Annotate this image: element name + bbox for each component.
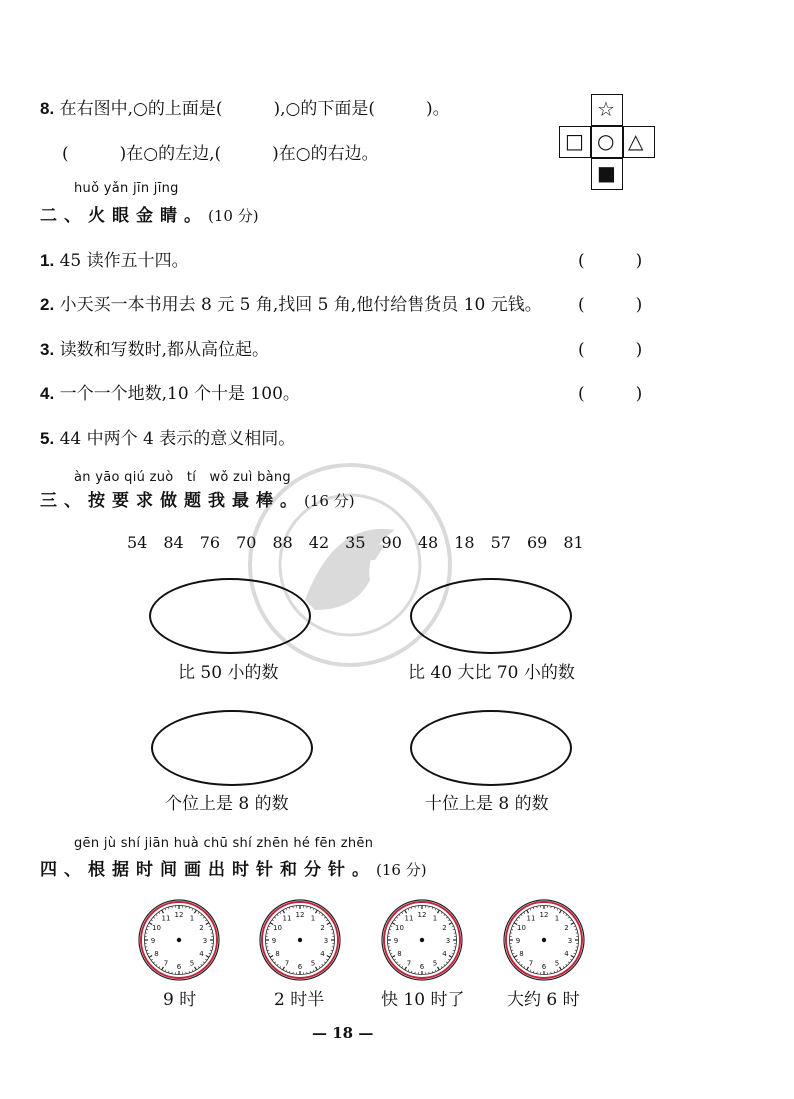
s2-answer-paren-2[interactable]: ( ) bbox=[578, 295, 643, 315]
clock-face-1[interactable] bbox=[137, 898, 221, 982]
clock-center-dot bbox=[177, 938, 181, 942]
number-list: 54 84 76 70 88 42 35 90 48 18 57 69 81 bbox=[127, 533, 584, 552]
oval-label-1: 比 50 小的数 bbox=[178, 663, 279, 683]
s2-item-3: 3. 读数和写数时,都从高位起。 bbox=[40, 340, 269, 360]
clock-number: 11 bbox=[526, 914, 536, 923]
s2-item-4: 4. 一个一个地数,10 个十是 100。 bbox=[40, 384, 300, 404]
clock-number: 10 bbox=[517, 924, 526, 932]
clock-number: 1 bbox=[554, 914, 560, 923]
clock-number: 8 bbox=[519, 950, 524, 958]
clock-number: 12 bbox=[417, 911, 427, 919]
clock-number: 11 bbox=[161, 914, 171, 923]
clock-number: 7 bbox=[406, 959, 412, 968]
triangle-icon: △ bbox=[628, 129, 644, 153]
oval-tens-digit-8[interactable] bbox=[410, 710, 572, 786]
clock-label-3: 快 10 时了 bbox=[381, 990, 465, 1010]
s2-item-2: 2. 小天买一本书用去 8 元 5 角,找回 5 角,他付给售货员 10 元钱。 bbox=[40, 295, 542, 315]
square-icon: □ bbox=[565, 129, 584, 153]
clock-face-3[interactable] bbox=[380, 898, 464, 982]
clock-number: 3 bbox=[567, 937, 573, 945]
clock-number: 3 bbox=[323, 937, 329, 945]
clock-number: 5 bbox=[554, 959, 560, 968]
clock-number: 3 bbox=[445, 937, 451, 945]
clock-number: 7 bbox=[284, 959, 290, 968]
clock-center-dot bbox=[298, 938, 302, 942]
clock-number: 2 bbox=[320, 924, 325, 932]
clock-number: 10 bbox=[152, 924, 161, 932]
clock-number: 12 bbox=[295, 911, 305, 919]
s2-item-5: 5. 44 中两个 4 表示的意义相同。 bbox=[40, 429, 296, 449]
clock-center-dot bbox=[542, 938, 546, 942]
oval-label-4: 十位上是 8 的数 bbox=[425, 794, 549, 814]
section4-pinyin: gēn jù shí jiān huà chū shí zhēn hé fēn zhēn bbox=[74, 836, 374, 851]
clock-label-4: 大约 6 时 bbox=[507, 990, 580, 1010]
oval-ones-digit-8[interactable] bbox=[151, 710, 313, 786]
clock-number: 11 bbox=[404, 914, 414, 923]
circle-icon: ○ bbox=[597, 129, 615, 153]
section4-title: 四、根据时间画出时针和分针。(16 分) bbox=[40, 860, 427, 880]
clock-number: 7 bbox=[163, 959, 169, 968]
clock-number: 8 bbox=[275, 950, 280, 958]
clock-number: 5 bbox=[432, 959, 438, 968]
clock-number: 12 bbox=[174, 911, 184, 919]
clock-number: 2 bbox=[564, 924, 569, 932]
clock-number: 9 bbox=[393, 937, 399, 945]
section3-title: 三、按要求做题我最棒。(16 分) bbox=[40, 491, 355, 511]
clock-label-2: 2 时半 bbox=[274, 990, 325, 1010]
clock-number: 1 bbox=[432, 914, 438, 923]
q8-line1: 8. 在右图中,○的上面是( ),○的下面是( )。 bbox=[40, 99, 450, 119]
clock-number: 10 bbox=[273, 924, 282, 932]
s2-answer-paren-4[interactable]: ( ) bbox=[578, 384, 643, 404]
clock-number: 6 bbox=[297, 963, 303, 971]
page-number: — 18 — bbox=[312, 1024, 374, 1042]
clock-number: 9 bbox=[271, 937, 277, 945]
clock-center-dot bbox=[420, 938, 424, 942]
clock-number: 5 bbox=[310, 959, 316, 968]
clock-number: 3 bbox=[202, 937, 208, 945]
clock-number: 8 bbox=[154, 950, 159, 958]
clock-number: 9 bbox=[150, 937, 156, 945]
clock-number: 4 bbox=[199, 950, 204, 958]
clock-number: 11 bbox=[282, 914, 292, 923]
clock-number: 9 bbox=[515, 937, 521, 945]
star-icon: ☆ bbox=[597, 97, 615, 121]
oval-label-2: 比 40 大比 70 小的数 bbox=[408, 663, 575, 683]
clock-number: 7 bbox=[528, 959, 534, 968]
clock-face-4[interactable] bbox=[502, 898, 586, 982]
s2-item-1: 1. 45 读作五十四。 bbox=[40, 251, 189, 271]
clock-number: 4 bbox=[442, 950, 447, 958]
clock-number: 10 bbox=[395, 924, 404, 932]
clock-number: 2 bbox=[442, 924, 447, 932]
clock-face-2[interactable] bbox=[258, 898, 342, 982]
q8-line2: ( )在○的左边,( )在○的右边。 bbox=[62, 144, 379, 164]
clock-number: 8 bbox=[397, 950, 402, 958]
section3-pinyin: àn yāo qiú zuò tí wǒ zuì bàng bbox=[74, 470, 291, 485]
clock-number: 12 bbox=[539, 911, 549, 919]
clock-number: 4 bbox=[320, 950, 325, 958]
clock-number: 2 bbox=[199, 924, 204, 932]
clock-label-1: 9 时 bbox=[163, 990, 197, 1010]
oval-less-than-50[interactable] bbox=[149, 578, 311, 654]
clock-number: 6 bbox=[176, 963, 182, 971]
clock-number: 6 bbox=[541, 963, 547, 971]
section2-pinyin: huǒ yǎn jīn jīng bbox=[74, 181, 179, 196]
clock-number: 5 bbox=[189, 959, 195, 968]
section2-title: 二、火眼金睛。(10 分) bbox=[40, 206, 259, 226]
clock-number: 6 bbox=[419, 963, 425, 971]
clock-number: 1 bbox=[189, 914, 195, 923]
clock-number: 4 bbox=[564, 950, 569, 958]
oval-between-40-70[interactable] bbox=[410, 578, 572, 654]
clock-number: 1 bbox=[310, 914, 316, 923]
oval-label-3: 个位上是 8 的数 bbox=[165, 794, 289, 814]
filled-square-icon: ■ bbox=[597, 161, 616, 185]
s2-answer-paren-1[interactable]: ( ) bbox=[578, 251, 643, 271]
s2-answer-paren-3[interactable]: ( ) bbox=[578, 340, 643, 360]
